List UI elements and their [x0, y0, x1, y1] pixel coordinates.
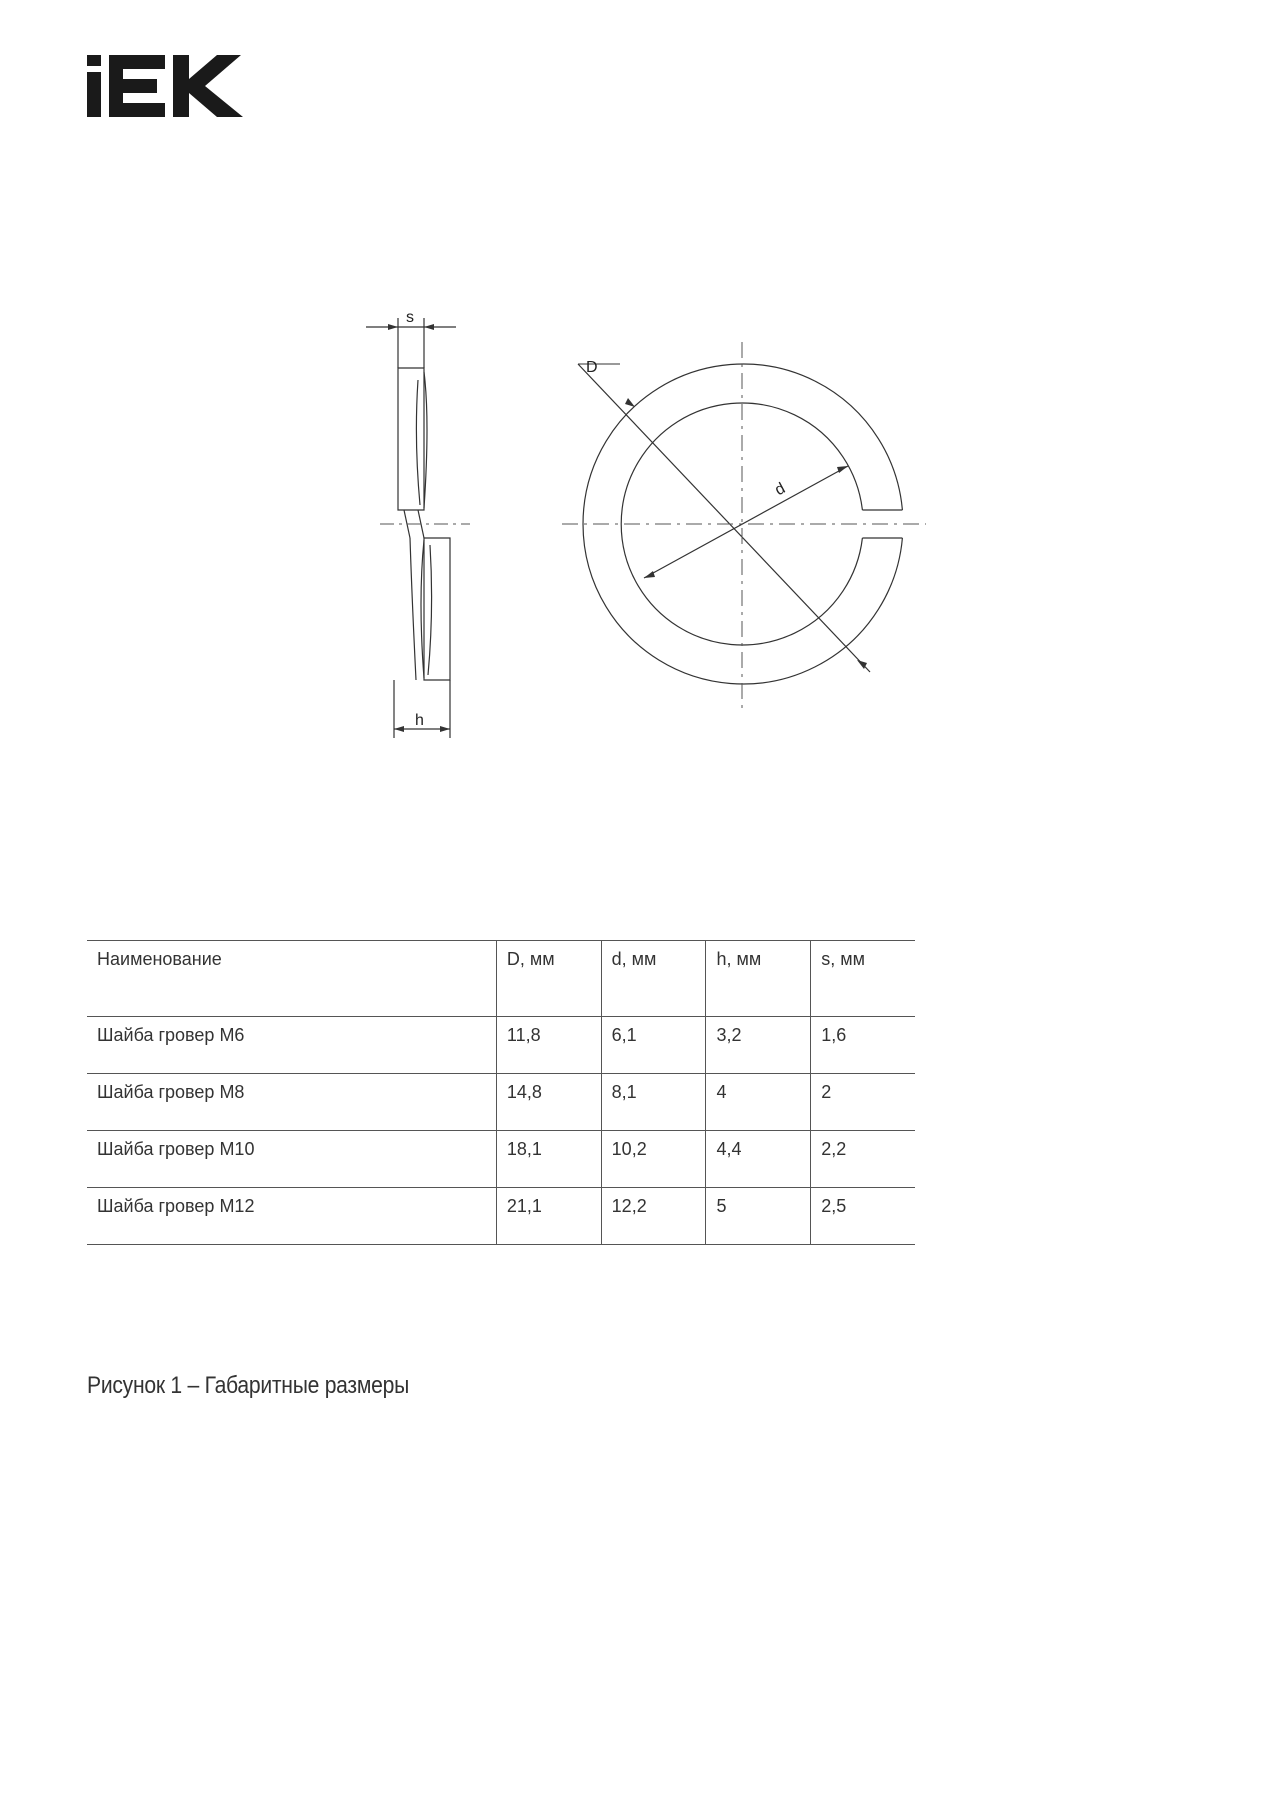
washer-drawing: [0, 0, 1280, 800]
cell-s: 2,5: [811, 1188, 915, 1245]
table-row: [87, 1131, 915, 1188]
table-row: [87, 1074, 915, 1131]
cell-D: 21,1: [496, 1188, 601, 1245]
h-label: h: [415, 712, 424, 729]
cell-D: 14,8: [496, 1074, 601, 1131]
table-header-row: [87, 941, 915, 1017]
cell-h: 4,4: [706, 1131, 811, 1188]
dimensions-table: [87, 940, 915, 1245]
header-d: d, мм: [601, 941, 706, 1017]
header-name: Наименование: [87, 941, 496, 1017]
cell-name: Шайба гровер М12: [87, 1188, 496, 1245]
cell-d: 12,2: [601, 1188, 706, 1245]
header-h: h, мм: [706, 941, 811, 1017]
cell-D: 11,8: [496, 1017, 601, 1074]
table-row: [87, 1017, 915, 1074]
cell-s: 2: [811, 1074, 915, 1131]
cell-name: Шайба гровер М10: [87, 1131, 496, 1188]
table-row: [87, 1188, 915, 1245]
D-label: D: [586, 359, 598, 376]
cell-h: 4: [706, 1074, 811, 1131]
cell-d: 8,1: [601, 1074, 706, 1131]
cell-name: Шайба гровер М6: [87, 1017, 496, 1074]
cell-s: 1,6: [811, 1017, 915, 1074]
cell-s: 2,2: [811, 1131, 915, 1188]
side-view: [366, 318, 456, 738]
header-s: s, мм: [811, 941, 915, 1017]
figure-caption: Рисунок 1 – Габаритные размеры: [87, 1372, 409, 1399]
header-D: D, мм: [496, 941, 601, 1017]
cell-D: 18,1: [496, 1131, 601, 1188]
cell-d: 10,2: [601, 1131, 706, 1188]
d-label: d: [772, 479, 789, 500]
s-label: s: [406, 309, 414, 326]
cell-h: 5: [706, 1188, 811, 1245]
cell-d: 6,1: [601, 1017, 706, 1074]
cell-h: 3,2: [706, 1017, 811, 1074]
cell-name: Шайба гровер М8: [87, 1074, 496, 1131]
